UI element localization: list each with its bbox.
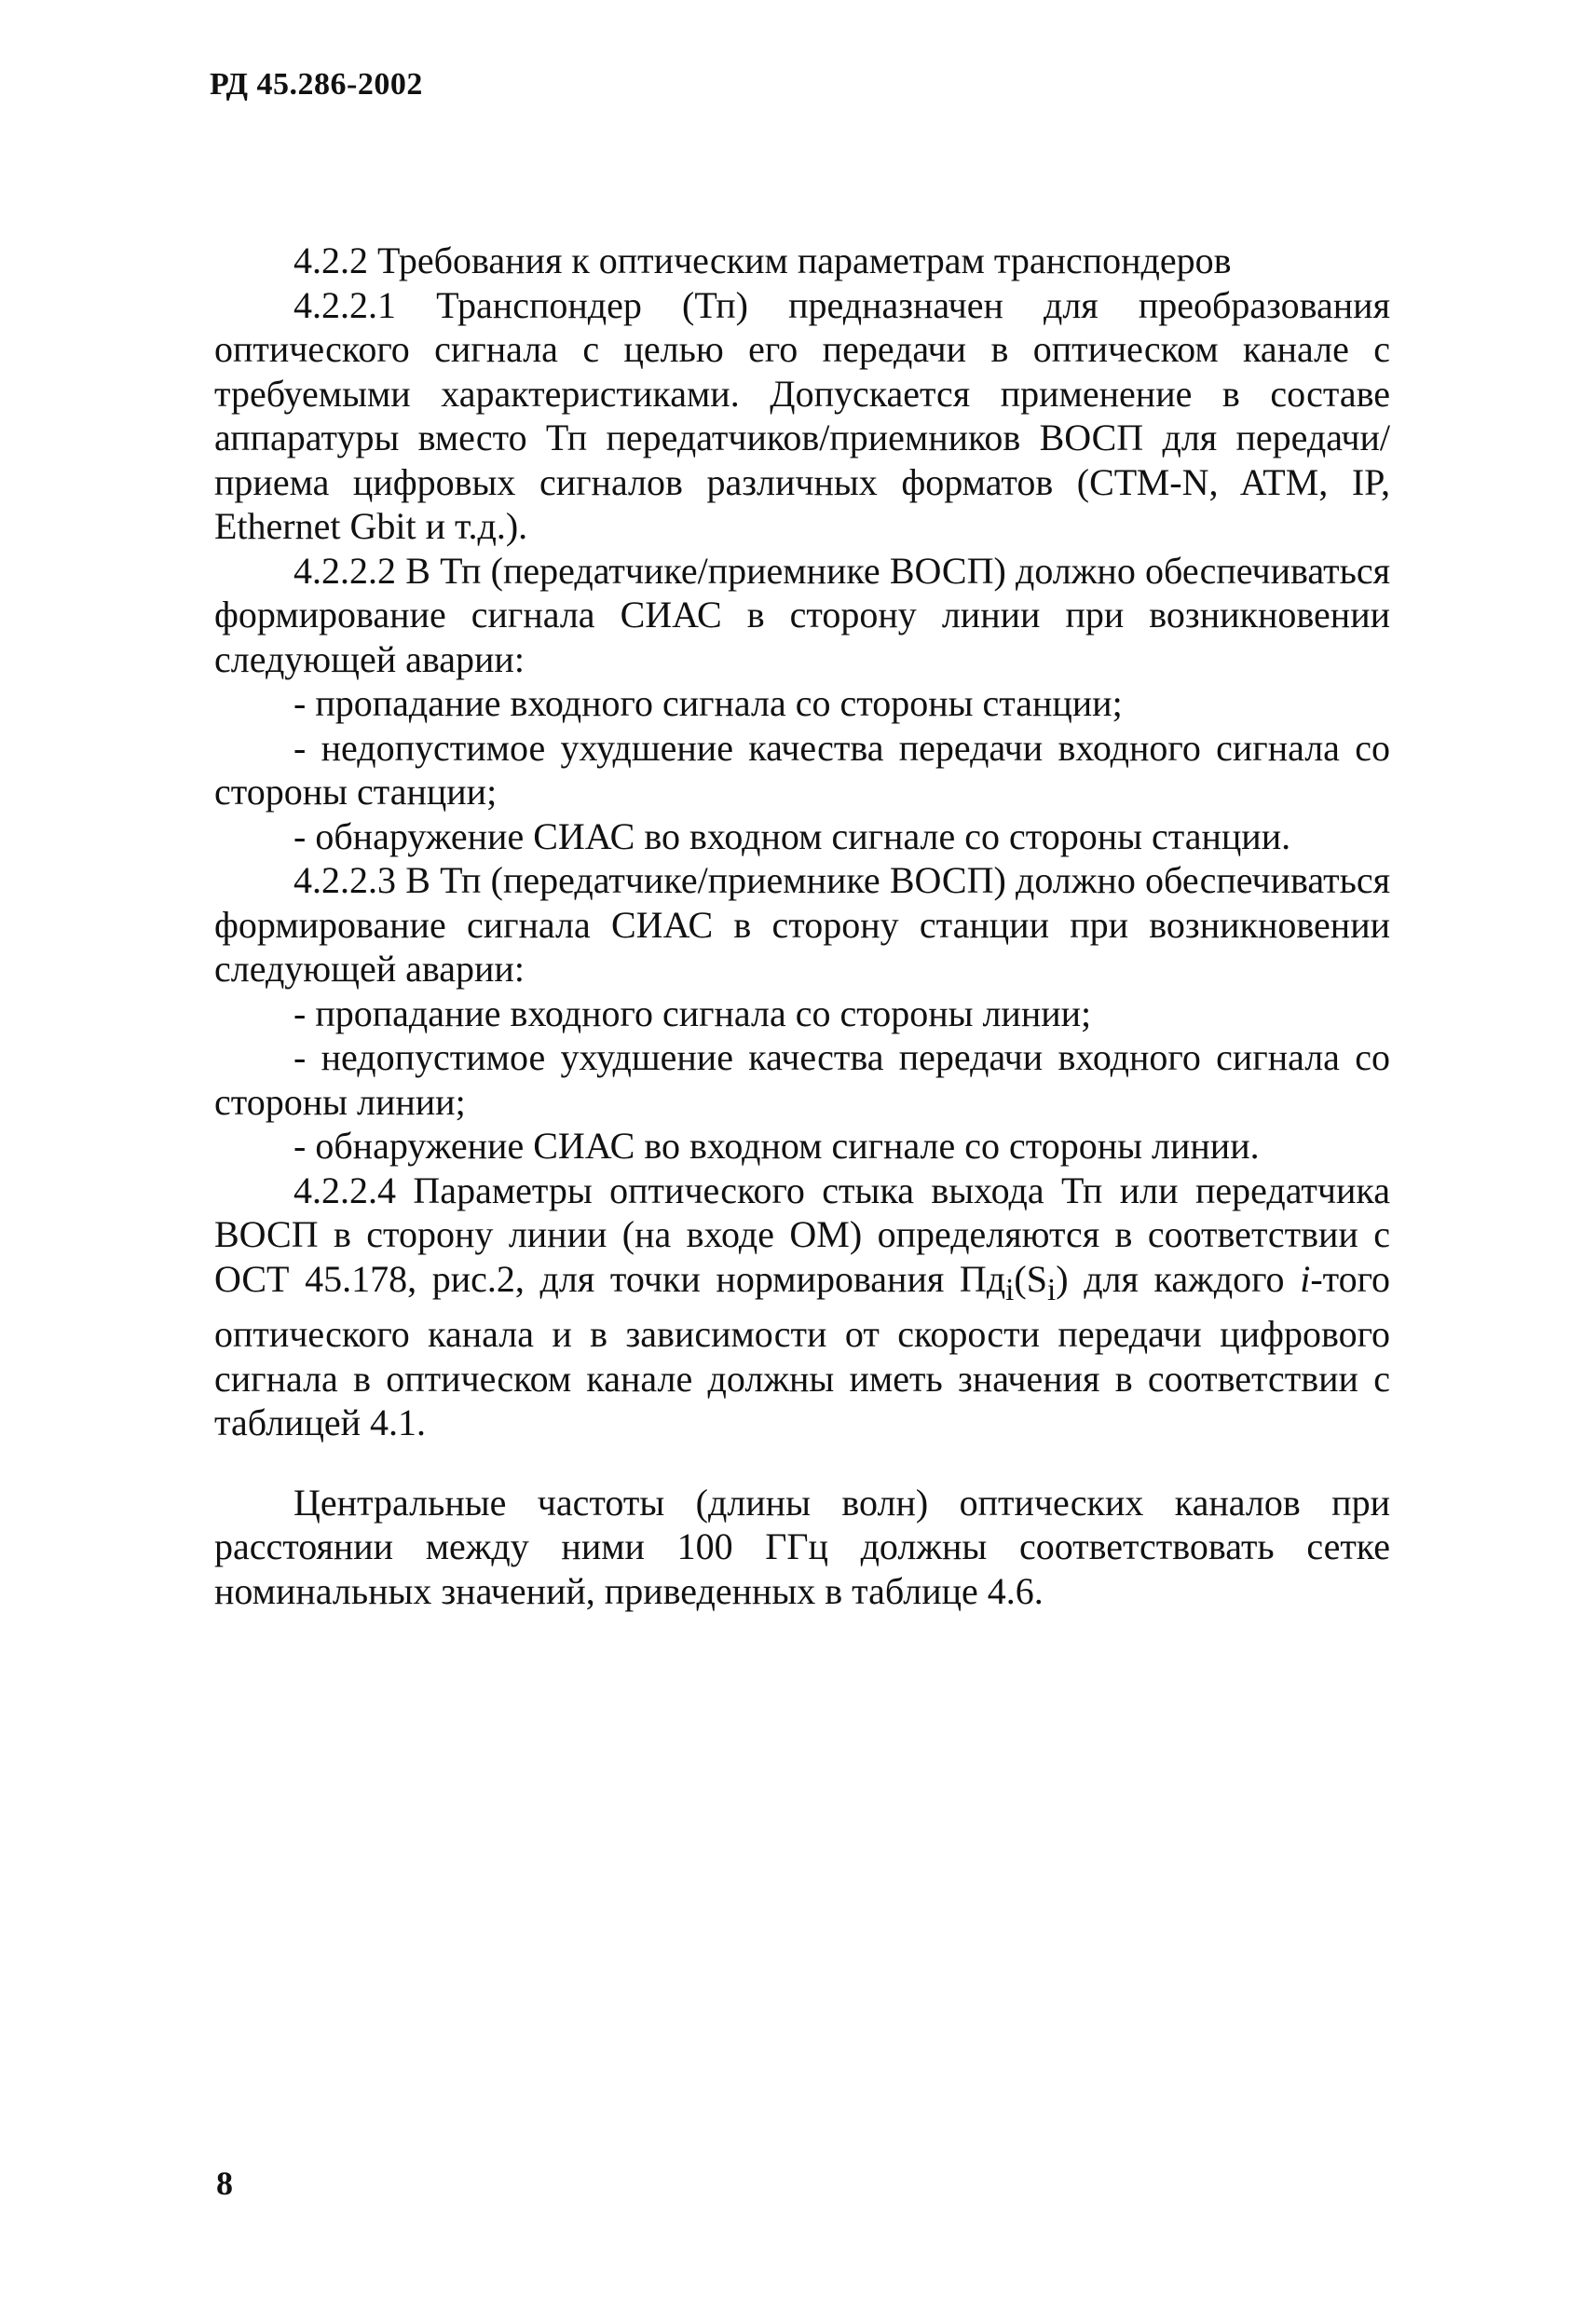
paragraph-4-2-2-1: 4.2.2.1 Транспондер (Тп) предназначен для преобразования оптического сигнала с целью его передачи в оптическом канале с требуемыми характеристиками. Допускается применение в составе аппаратуры вместо Тп передатчиков/приемников ВОСП для передачи/приема цифровых сигналов различных форматов (СТМ-N, ATM, IP, Ethernet Gbit и т.д.). [214,283,1390,547]
paragraph-text: ) для каждого [1056,1257,1301,1300]
section-heading: 4.2.2 Требования к оптическим параметрам транспондеров [293,239,1232,281]
paragraph-central-frequencies: Центральные частоты (длины волн) оптических каналов при расстоянии между ними 100 ГГц должны соответствовать сетке номинальных значений, приведенных в таблице 4.6. [214,1481,1390,1612]
paragraph-4-2-2-3: 4.2.2.3 В Тп (передатчике/приемнике ВОСП) должно обеспечиваться формирование сигнала СИАС в сторону станции при возникновении следующей аварии: [214,859,1390,990]
list-item: - пропадание входного сигнала со стороны линии; [293,991,1092,1034]
page-number: 8 [216,2165,233,2202]
document-body [214,239,1390,1613]
paragraph-4-2-2-4 [214,1169,1390,1445]
list-item: - пропадание входного сигнала со стороны станции; [293,682,1123,724]
subscript: i [1046,1272,1057,1307]
list-item: - недопустимое ухудшение качества передачи входного сигнала со стороны станции; [214,726,1390,813]
list-item: - обнаружение СИАС во входном сигнале со стороны линии. [293,1125,1260,1167]
paragraph-4-2-2-2: 4.2.2.2 В Тп (передатчике/приемнике ВОСП) должно обеспечиваться формирование сигнала СИАС в сторону линии при возникновении следующей аварии: [214,549,1390,680]
document-code: РД 45.286-2002 [210,67,423,102]
paragraph-text: (S [1014,1257,1047,1300]
italic-variable: i [1300,1257,1311,1300]
list-item: - недопустимое ухудшение качества передачи входного сигнала со стороны линии; [214,1036,1390,1123]
subscript: i [1005,1272,1015,1307]
paragraph-text: -того оптического канала и в зависимости от скорости передачи цифрового сигнала в оптическом канале должны иметь значения в соответствии с таблицей 4.1. [214,1257,1390,1443]
paragraph-text: 4.2.2.4 Параметры оптического стыка выхода Тп или передатчика ВОСП в сторону линии (на входе ОМ) определяются в соответствии с ОСТ 45.178, рис.2, для точки нормирования Пд [214,1169,1390,1300]
list-item: - обнаружение СИАС во входном сигнале со стороны станции. [293,814,1291,857]
